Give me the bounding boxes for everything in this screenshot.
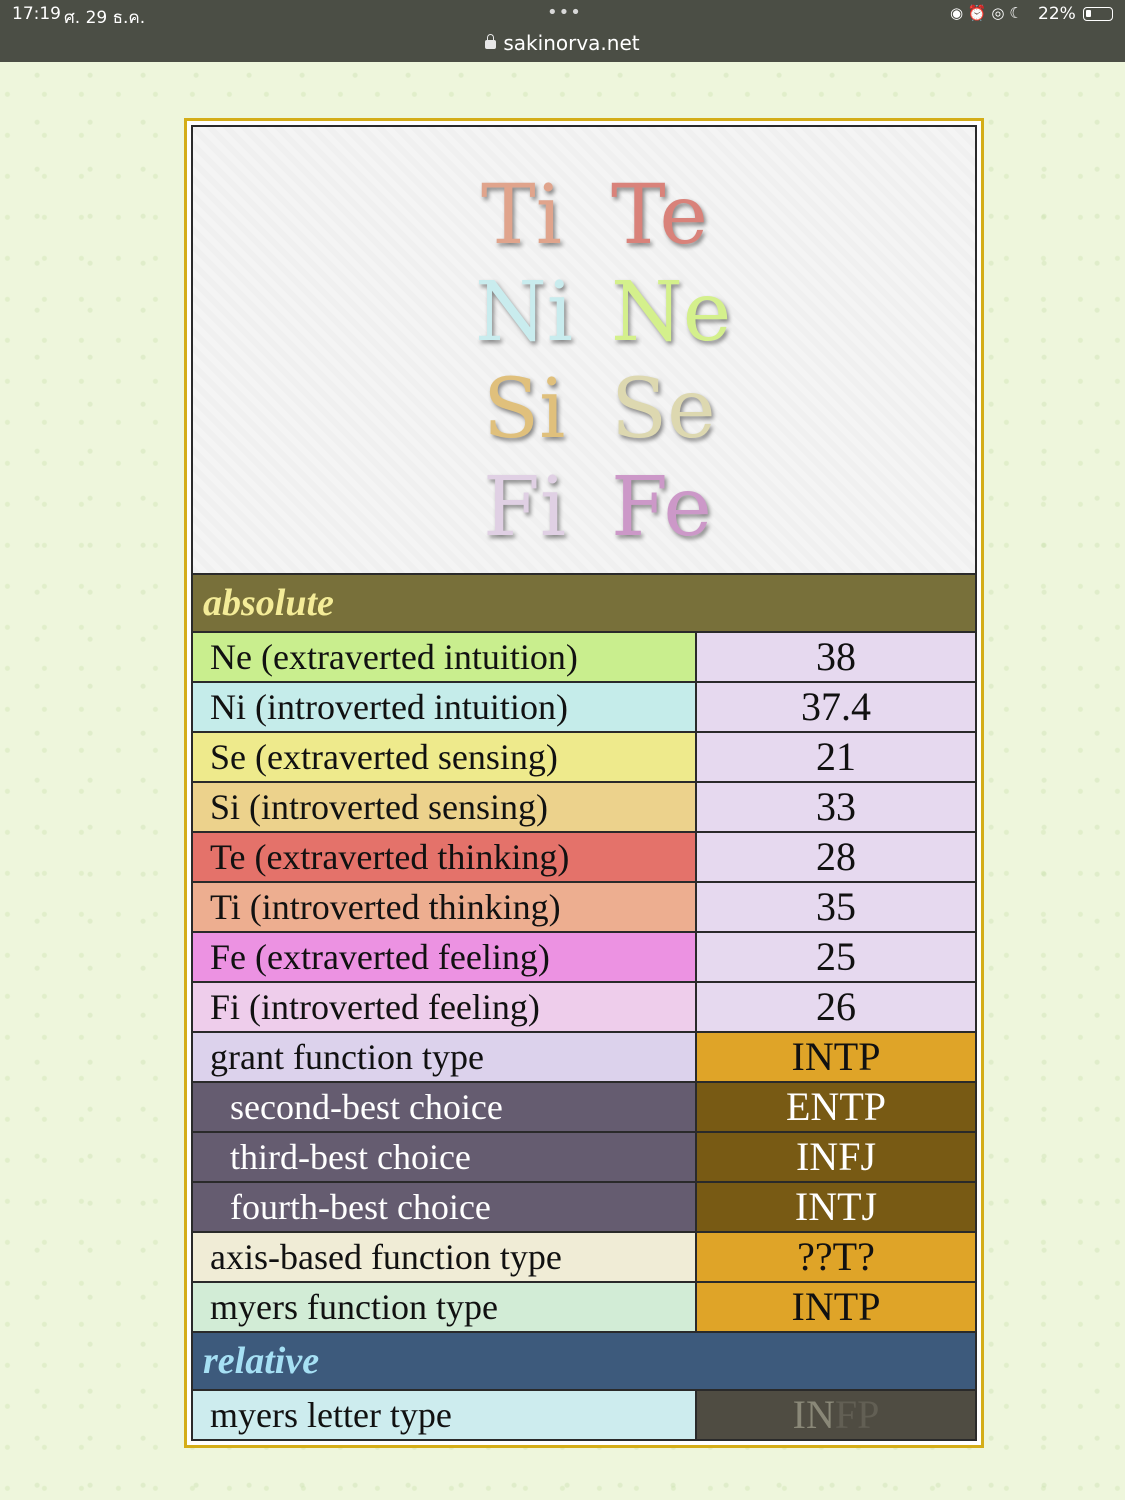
row-value: 25 (697, 933, 975, 981)
row-label: grant function type (193, 1033, 697, 1081)
table-row (193, 731, 975, 781)
address-bar[interactable] (0, 31, 1125, 55)
row-value: ENTP (697, 1083, 975, 1131)
table-row (193, 1181, 975, 1231)
battery-percent: 22% (1038, 4, 1076, 24)
row-label: Te (extraverted thinking) (193, 833, 697, 881)
row-label: Se (extraverted sensing) (193, 733, 697, 781)
relative-heading (193, 1331, 975, 1389)
row-label: fourth-best choice (193, 1183, 697, 1231)
absolute-heading (193, 573, 975, 631)
row-value: 35 (697, 883, 975, 931)
lock-icon (485, 40, 496, 49)
function-logo-fi: Fi (483, 460, 567, 555)
function-logo (193, 127, 975, 573)
row-label: Ni (introverted intuition) (193, 683, 697, 731)
status-icons (950, 4, 1023, 22)
orientation-lock-icon: ◎ (991, 4, 1005, 22)
row-value: INTJ (697, 1183, 975, 1231)
status-bar (0, 0, 1125, 62)
absolute-heading-text: absolute (203, 582, 334, 624)
table-row (193, 931, 975, 981)
table-row (193, 881, 975, 931)
function-logo-ne: Ne (611, 265, 732, 360)
table-row (193, 1031, 975, 1081)
function-logo-si: Si (483, 362, 566, 457)
table-row (193, 1389, 975, 1439)
function-logo-ni: Ni (475, 265, 573, 360)
row-value: 33 (697, 783, 975, 831)
table-row (193, 1131, 975, 1181)
table-row (193, 631, 975, 681)
table-row (193, 1081, 975, 1131)
row-value: 21 (697, 733, 975, 781)
row-label: axis-based function type (193, 1233, 697, 1281)
status-date: ศ. 29 ธ.ค. (64, 8, 146, 28)
row-label: Fi (introverted feeling) (193, 983, 697, 1031)
table-row (193, 1231, 975, 1281)
table-row (193, 681, 975, 731)
row-value: INFJ (697, 1133, 975, 1181)
row-label: Ne (extraverted intuition) (193, 633, 697, 681)
url-text: sakinorva.net (503, 31, 640, 55)
row-value: 28 (697, 833, 975, 881)
more-dots-icon[interactable]: ••• (547, 2, 582, 23)
status-time: 17:19 (12, 4, 61, 24)
function-logo-se: Se (611, 362, 716, 457)
row-label: myers letter type (193, 1391, 697, 1439)
table-row (193, 981, 975, 1031)
row-label: second-best choice (193, 1083, 697, 1131)
row-label: Si (introverted sensing) (193, 783, 697, 831)
function-logo-ti: Ti (481, 168, 562, 263)
function-logo-te: Te (611, 168, 708, 263)
alarm-icon: ⏰ (967, 4, 987, 22)
row-label: myers function type (193, 1283, 697, 1331)
row-value: 38 (697, 633, 975, 681)
row-label: Fe (extraverted feeling) (193, 933, 697, 981)
row-value: 26 (697, 983, 975, 1031)
row-label: third-best choice (193, 1133, 697, 1181)
letter-type-main: IN (792, 1392, 835, 1437)
function-logo-fe: Fe (611, 460, 712, 555)
relative-heading-text: relative (203, 1340, 320, 1382)
wifi-icon: ◉ (950, 4, 964, 22)
table-row (193, 1281, 975, 1331)
row-value: ??T? (697, 1233, 975, 1281)
row-label: Ti (introverted thinking) (193, 883, 697, 931)
table-row (193, 781, 975, 831)
row-value: 37.4 (697, 683, 975, 731)
battery-icon (1083, 7, 1113, 21)
moon-icon: ☾ (1009, 4, 1023, 22)
results-table-inner (191, 125, 977, 1441)
row-value: INTP (697, 1033, 975, 1081)
results-table (184, 118, 984, 1448)
row-value: INTP (697, 1283, 975, 1331)
letter-type-faded: FP (834, 1392, 880, 1437)
row-value (697, 1391, 975, 1439)
table-row (193, 831, 975, 881)
